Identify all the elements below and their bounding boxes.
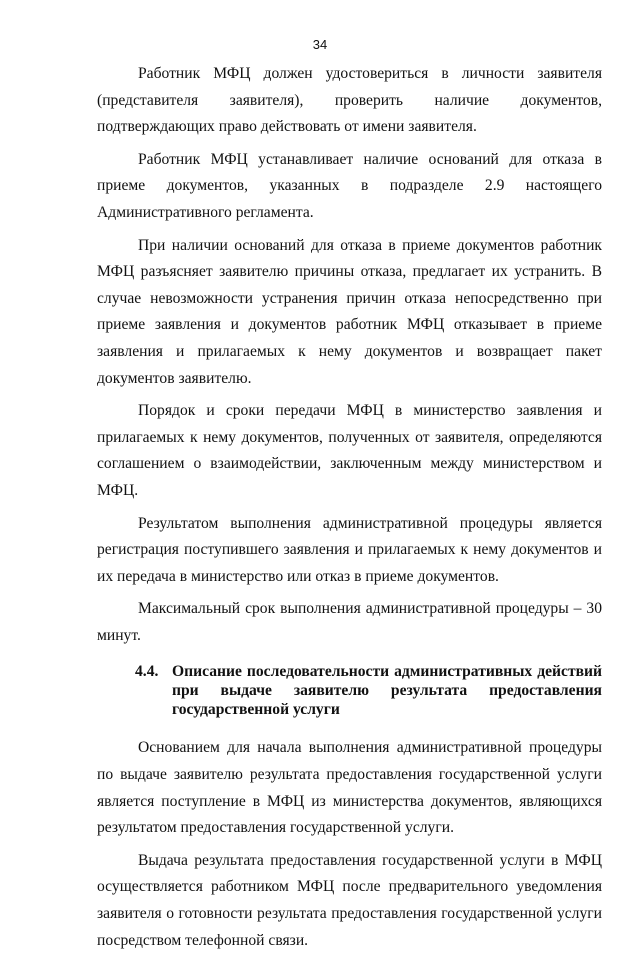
paragraph-result-delivery: Выдача результата предоставления государственной услуги в МФЦ осуществляется работником МФЦ после предварительного уведомления заявителя о готовности результата предоставления государственной услуги посредством телефонной связи. — [97, 851, 602, 949]
page-number: 34 — [312, 37, 328, 52]
paragraph-identity-check: Работник МФЦ должен удостовериться в личности заявителя (представителя заявителя), проверить наличие документов, подтверждающих право действовать от имени заявителя. — [97, 65, 602, 136]
section-number: 4.4. — [135, 663, 159, 681]
document-body — [97, 61, 602, 960]
paragraph-max-duration: Максимальный срок выполнения административной процедуры – 30 минут. — [97, 600, 602, 644]
section-title: Описание последовательности административных действий при выдаче заявителю результата предоставления государственной услуги — [172, 663, 602, 719]
paragraph-procedure-result: Результатом выполнения административной процедуры является регистрация поступившего заявления и прилагаемых к нему документов и их передача в министерство или отказ в приеме документов. — [97, 514, 602, 585]
paragraph-refusal-explanation: При наличии оснований для отказа в приеме документов работник МФЦ разъясняет заявителю причины отказа, предлагает их устранить. В случае невозможности устранения причин отказа непосредственно при приеме заявления и документов работник МФЦ отказывает в приеме заявления и прилагаемых к нему документов и возвращает пакет документов заявителю. — [97, 236, 602, 387]
paragraph-procedure-basis: Основанием для начала выполнения административной процедуры по выдаче заявителю результата предоставления государственной услуги является поступление в МФЦ из министерства документов, являющихся результатом предоставления государственной услуги. — [97, 739, 602, 837]
paragraph-refusal-grounds: Работник МФЦ устанавливает наличие оснований для отказа в приеме документов, указанных в подразделе 2.9 настоящего Административного регламента. — [97, 150, 602, 221]
paragraph-transfer-procedure: Порядок и сроки передачи МФЦ в министерство заявления и прилагаемых к нему документов, полученных от заявителя, определяются соглашением о взаимодействии, заключенным между министерством и МФЦ. — [97, 402, 602, 499]
section-heading — [97, 662, 602, 719]
